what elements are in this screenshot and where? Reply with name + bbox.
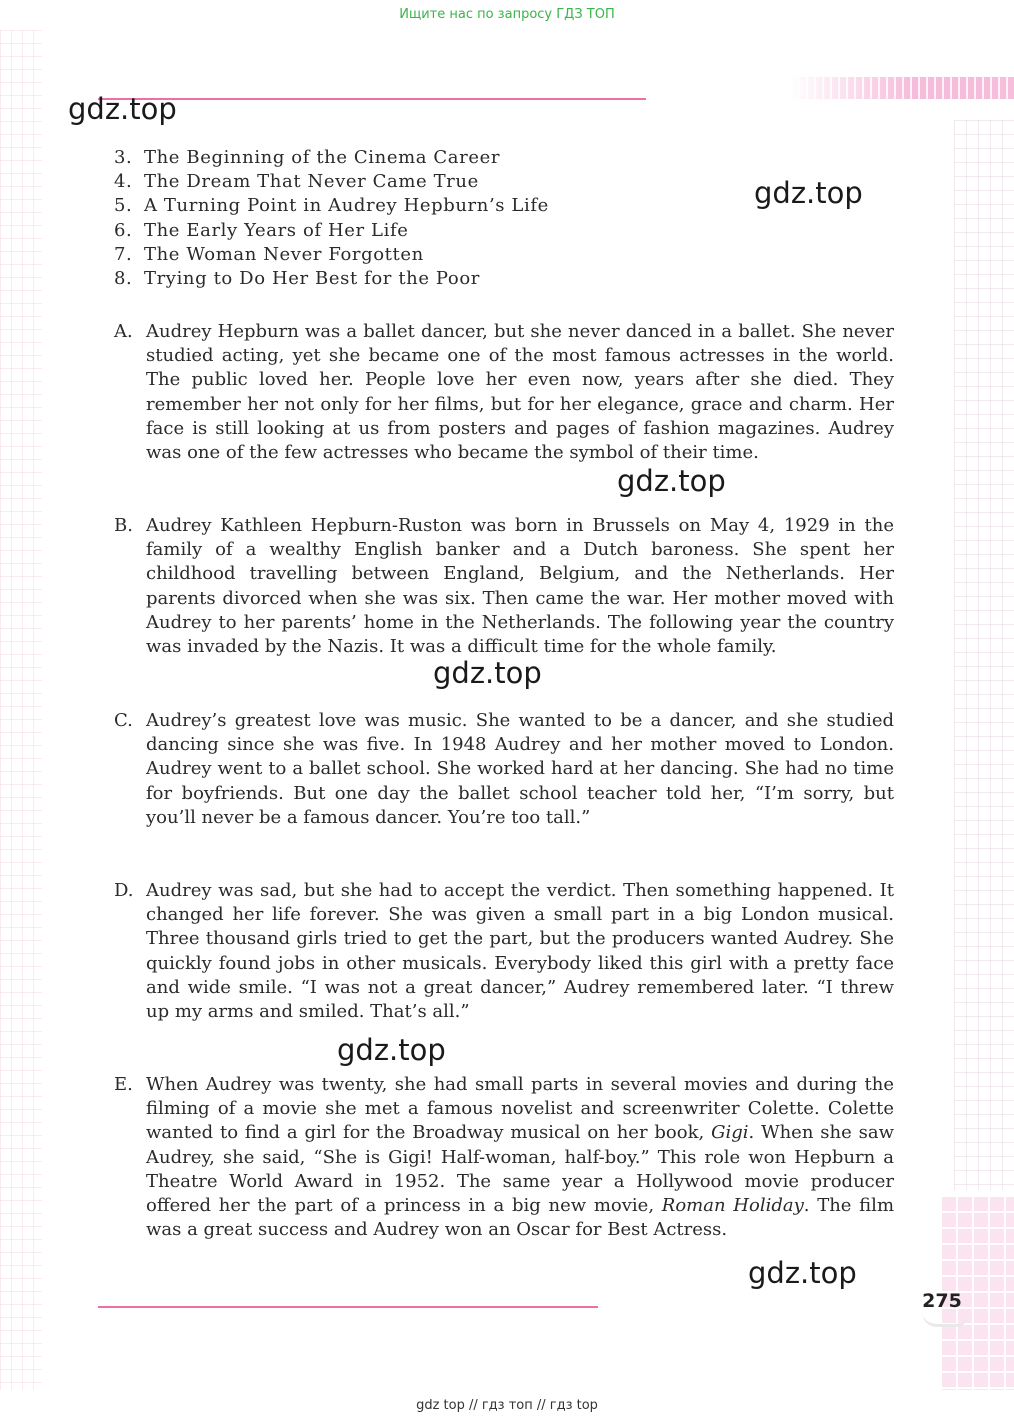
paragraph-letter: E. bbox=[114, 1074, 133, 1095]
bottom-rule bbox=[98, 1306, 598, 1308]
page-number: 275 bbox=[922, 1290, 962, 1312]
film-title: Roman Holiday bbox=[661, 1195, 804, 1217]
top-rule bbox=[98, 98, 646, 100]
watermark: gdz.top bbox=[748, 1256, 857, 1290]
paragraph-text: Audrey was sad, but she had to accept the verdict. Then something happened. It changed her life forever. She was given a small part in a big London musical. Three thousand girls tried to get the part, but the producers wanted Audrey. She quickly found jobs in other musicals. Everybody liked this girl with a pretty face and wide smile. “I was not a great dancer,” Audrey remembered later. “I threw up my arms and smiled. That’s all.” bbox=[146, 880, 894, 1023]
watermark: gdz.top bbox=[68, 92, 177, 126]
bottom-banner: gdz top // гдз топ // гдз top bbox=[416, 1398, 598, 1413]
list-item: 4. The Dream That Never Came True bbox=[114, 171, 479, 193]
watermark: gdz.top bbox=[337, 1033, 446, 1067]
paragraph-letter: C. bbox=[114, 710, 133, 731]
paragraph-b bbox=[114, 514, 894, 659]
top-banner: Ищите нас по запросу ГДЗ ТОП bbox=[399, 7, 615, 22]
list-item: 5. A Turning Point in Audrey Hepburn’s Life bbox=[114, 195, 549, 217]
page-number-swoosh bbox=[922, 1312, 970, 1327]
watermark: gdz.top bbox=[433, 656, 542, 690]
left-margin-decoration bbox=[0, 30, 42, 1390]
list-item: 3. The Beginning of the Cinema Career bbox=[114, 147, 501, 168]
paragraph-e bbox=[114, 1073, 894, 1242]
top-corner-decoration bbox=[790, 77, 1014, 99]
headings-list bbox=[114, 146, 549, 291]
paragraph-letter: B. bbox=[114, 515, 133, 536]
list-item: 6. The Early Years of Her Life bbox=[114, 219, 409, 241]
paragraph-a bbox=[114, 320, 894, 465]
list-item: 7. The Woman Never Forgotten bbox=[114, 243, 424, 265]
paragraph-c bbox=[114, 709, 894, 830]
paragraph-letter: A. bbox=[114, 321, 133, 342]
paragraph-text: Audrey’s greatest love was music. She wanted to be a dancer, and she studied dancing since she was five. In 1948 Audrey and her mother moved to London. Audrey went to a ballet school. She worked hard at her dancing. She had no time for boyfriends. But one day the ballet school teacher told her, “I’m sorry, but you’ll never be a famous dancer. You’re too tall.” bbox=[146, 710, 894, 828]
book-title: Gigi bbox=[711, 1122, 749, 1144]
right-margin-decoration bbox=[954, 120, 1014, 1190]
paragraph-letter: D. bbox=[114, 880, 134, 901]
watermark: gdz.top bbox=[754, 176, 863, 210]
watermark: gdz.top bbox=[617, 464, 726, 498]
paragraph-text: Audrey Kathleen Hepburn-Ruston was born in Brussels on May 4, 1929 in the family of a wealthy English banker and a Dutch baroness. She spent her childhood travelling between England, Belgium, and the Netherlands. Her parents divorced when she was six. Then came the war. Her mother moved with Audrey to her parents’ home in the Netherlands. The following year the country was invaded by the Nazis. It was a difficult time for the whole family. bbox=[146, 515, 894, 658]
paragraph-d bbox=[114, 879, 894, 1024]
paragraph-text: When Audrey was twenty, she had small parts in several movies and during the filming of a movie she met a famous novelist and screenwriter Colette. Colette wanted to find a girl for the Broadway musical on her book, Gigi. When she saw Audrey, she said, “She is Gigi! Half-woman, half-boy.” This role won Hepburn a Theatre World Award in 1952. The same year a Hollywood movie producer offered her the part of a princess in a big new movie, Roman Holiday. The film was a great success and Audrey won an Oscar for Best Actress. bbox=[146, 1074, 895, 1241]
list-item: 8. Trying to Do Her Best for the Poor bbox=[114, 268, 480, 290]
paragraph-text: Audrey Hepburn was a ballet dancer, but she never danced in a ballet. She never studied acting, yet she became one of the most famous actresses in the world. The public loved her. People love her even now, years after she died. They remember her not only for her films, but for her elegance, grace and charm. Her face is still looking at us from posters and pages of fashion magazines. Audrey was one of the few actresses who became the symbol of their time. bbox=[146, 321, 894, 464]
